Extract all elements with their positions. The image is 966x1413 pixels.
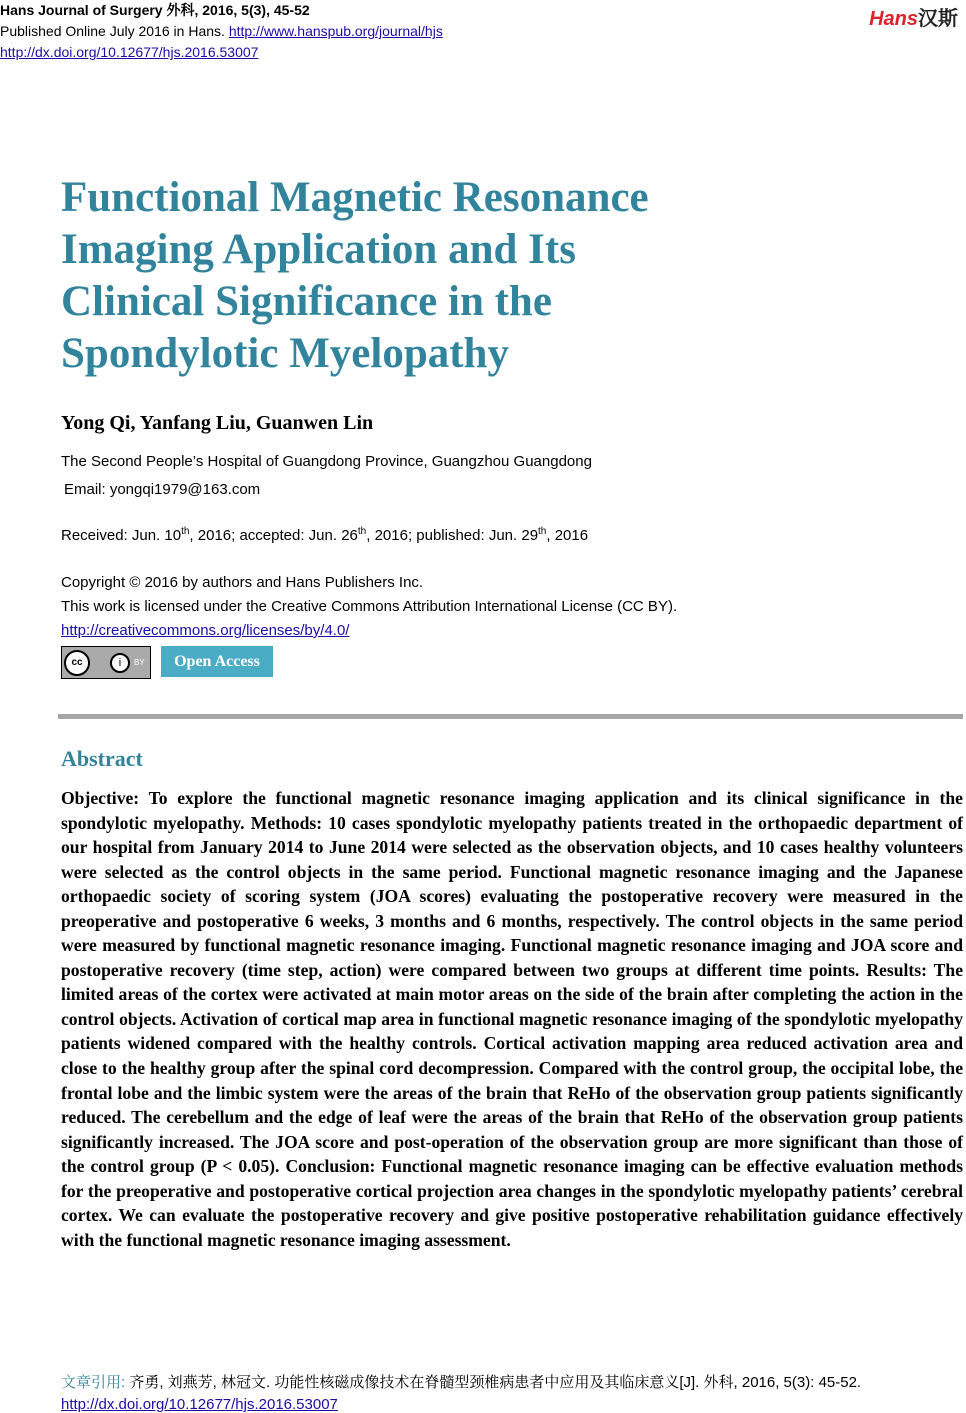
title-line: Spondylotic Myelopathy (61, 330, 509, 377)
open-access-badge: Open Access (161, 646, 273, 677)
received: Received: Jun. 10 (61, 527, 182, 544)
citation-doi-link[interactable]: http://dx.doi.org/10.12677/hjs.2016.53007 (61, 1396, 338, 1413)
journal-link[interactable]: http://www.hanspub.org/journal/hjs (228, 23, 443, 39)
title-line: Functional Magnetic Resonance (61, 174, 649, 221)
published: , 2016; published: Jun. 29 (366, 527, 539, 544)
logo-cn: 汉斯 (918, 8, 958, 30)
abstract-text: Objective: To explore the functional magnetic resonance imaging application and its clinical significance in the spondylotic myelopathy. Methods: 10 cases spondylotic myelopathy patients treated in the orthopaedic department of our hospital from January 2014 to June 2014 were selected as the observation objects, and 10 cases healthy volunteers were selected as the control objects in the same period. Functional magnetic resonance imaging and the Japanese orthopaedic society of scoring system (JOA scores) evaluating the postoperative recovery were measured in the preoperative and postoperative 6 weeks, 3 months and 6 months, respectively. The control objects in the same period were measured by functional magnetic resonance imaging. Functional magnetic resonance imaging and JOA score and postoperative recovery (time step, action) were compared between two groups at different time points. Results: The limited areas of the cortex were activated at main motor areas on the side of the brain after completing the action in the control objects. Activation of cortical map area in functional magnetic resonance imaging of the spondylotic myelopathy patients widened compared with the healthy controls. Cortical activation mapping area reduced activation area and close to the healthy group after the spinal cord decompression. Compared with the control group, the occipital lobe, the frontal lobe and the limbic system were the areas of the brain that ReHo of the observation group patients significantly reduced. The cerebellum and the edge of leaf were the areas of the brain that ReHo of the observation group patients significantly increased. The JOA score and post-operation of the observation group are more significant than those of the control group (P < 0.05). Conclusion: Functional magnetic resonance imaging can be effective evaluation methods for the preoperative and postoperative cortical projection area changes in the spondylotic myelopathy patients’ cerebral cortex. We can evaluate the postoperative recovery and give positive postoperative rehabilitation guidance effectively with the functional magnetic resonance imaging assessment. (61, 788, 963, 1250)
license-text: This work is licensed under the Creative Commons Attribution International License (CC BY). (61, 598, 678, 615)
person-icon: i (110, 653, 130, 673)
accepted: , 2016; accepted: Jun. 26 (189, 527, 358, 544)
logo-en: Hans (869, 8, 918, 30)
sup: th (357, 526, 367, 537)
divider (58, 714, 963, 719)
paper-title (61, 172, 781, 380)
abstract-heading: Abstract (61, 746, 143, 771)
by-label: BY (134, 658, 145, 667)
citation (61, 1372, 964, 1413)
citation-text: 齐勇, 刘燕芳, 林冠文. 功能性核磁成像技术在脊髓型颈椎病患者中应用及其临床意义[J]. 外科, 2016, 5(3): 45-52. (129, 1374, 862, 1391)
title-line: Imaging Application and Its (61, 226, 576, 273)
citation-label: 文章引用: (61, 1374, 130, 1391)
copyright: Copyright © 2016 by authors and Hans Publishers Inc. (61, 574, 424, 591)
dates (61, 526, 588, 544)
sup: th (538, 526, 547, 537)
sup: th (181, 526, 190, 537)
authors: Yong Qi, Yanfang Liu, Guanwen Lin (61, 412, 374, 434)
hans-logo (869, 2, 958, 31)
journal-header (0, 0, 443, 63)
affiliation: The Second People’s Hospital of Guangdong Province, Guangzhou Guangdong (61, 453, 592, 470)
cc-by-badge[interactable] (61, 646, 151, 679)
published-note: Published Online July 2016 in Hans. (0, 23, 229, 39)
title-line: Clinical Significance in the (61, 278, 552, 325)
doi-link[interactable]: http://dx.doi.org/10.12677/hjs.2016.53007 (0, 44, 259, 60)
journal-citation: Hans Journal of Surgery 外科, 2016, 5(3), 45-52 (0, 2, 310, 18)
dates-end: , 2016 (546, 527, 589, 544)
email: Email: yongqi1979@163.com (64, 481, 261, 498)
license-link[interactable]: http://creativecommons.org/licenses/by/4.0/ (61, 622, 350, 639)
cc-icon: cc (64, 650, 90, 676)
